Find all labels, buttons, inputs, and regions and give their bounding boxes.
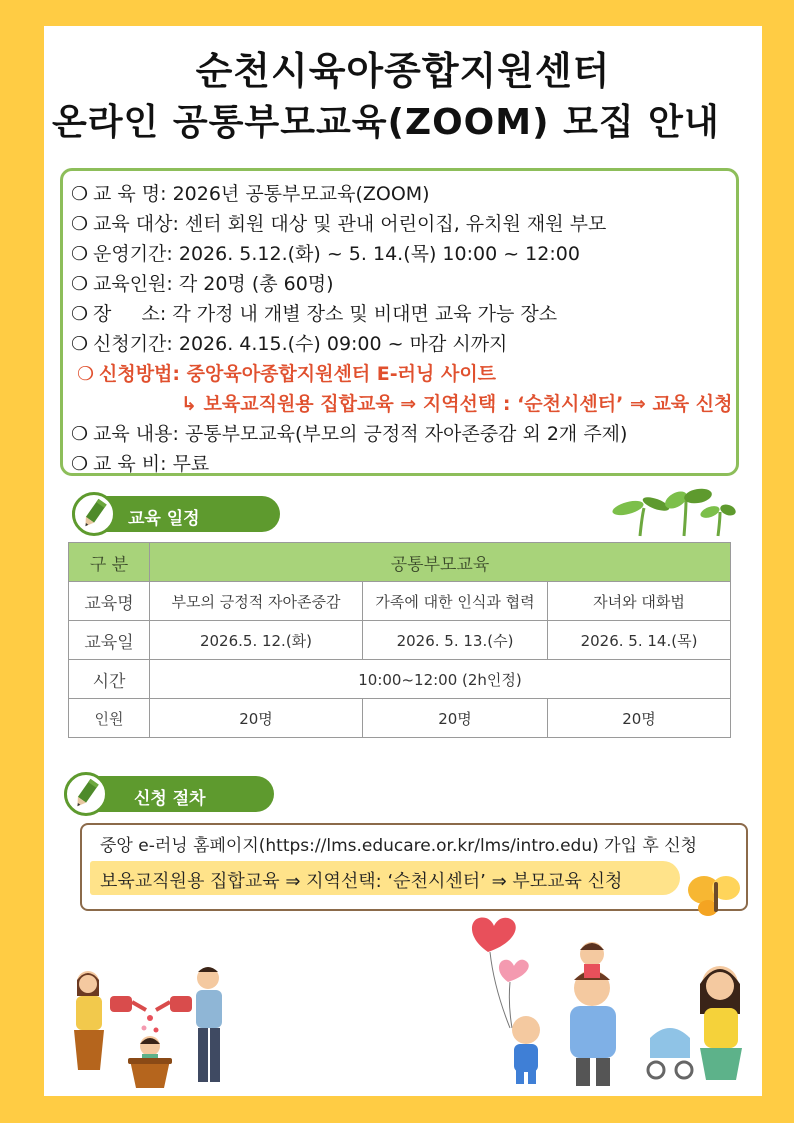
info-row-name <box>71 179 430 206</box>
parents-watering-illustration <box>58 966 244 1090</box>
table-cell: 20명 <box>150 699 363 738</box>
butterfly-icon <box>684 868 748 924</box>
table-cell: 20명 <box>363 699 548 738</box>
page-title: 순천시육아종합지원센터 <box>195 49 611 93</box>
table-cell: 2026. 5. 13.(수) <box>363 621 548 660</box>
family-illustration <box>500 918 750 1088</box>
bullet-icon: ❍ <box>71 333 89 355</box>
info-row-content <box>71 419 627 446</box>
info-row-apply-steps: ↳ 보육교직원용 집합교육 ⇒ 지역선택 : ‘순천시센터’ ⇒ 교육 신청 <box>181 393 733 415</box>
pencil-icon <box>72 492 116 536</box>
info-text: 교 육 명: 2026년 공통부모교육(ZOOM) <box>93 183 430 205</box>
table-cell: 부모의 긍정적 자아존중감 <box>150 582 363 621</box>
info-text: 교육 대상: 센터 회원 대상 및 관내 어린이집, 유치원 재원 부모 <box>93 213 607 235</box>
info-row-period <box>71 239 580 266</box>
procedure-section-header <box>64 776 274 812</box>
table-cell: 가족에 대한 인식과 협력 <box>363 582 548 621</box>
info-text: 교육 내용: 공통부모교육(부모의 긍정적 자아존중감 외 2개 주제) <box>93 423 628 445</box>
info-text: 신청기간: 2026. 4.15.(수) 09:00 ~ 마감 시까지 <box>93 333 508 355</box>
table-header-cell: 공통부모교육 <box>150 543 731 582</box>
table-cell: 2026. 5. 14.(목) <box>548 621 731 660</box>
bullet-icon: ❍ <box>71 423 89 445</box>
table-cell: 2026.5. 12.(화) <box>150 621 363 660</box>
procedure-box <box>80 823 748 911</box>
table-header-row <box>69 543 731 582</box>
info-row-capacity <box>71 269 334 296</box>
row-label: 교육명 <box>69 582 150 621</box>
bullet-icon: ❍ <box>71 453 89 475</box>
bullet-icon: ❍ <box>71 183 89 205</box>
info-text: 교육인원: 각 20명 (총 60명) <box>93 273 334 295</box>
table-row <box>69 699 731 738</box>
info-box <box>60 168 739 476</box>
pencil-icon <box>64 772 108 816</box>
table-row <box>69 621 731 660</box>
sprout-icon <box>610 486 736 538</box>
row-label: 시간 <box>69 660 150 699</box>
info-row-apply-method <box>77 359 496 386</box>
info-text: 운영기간: 2026. 5.12.(화) ~ 5. 14.(목) 10:00 ~ 12:00 <box>93 243 580 265</box>
procedure-line-steps: 보육교직원용 집합교육 ⇒ 지역선택: ‘순천시센터’ ⇒ 부모교육 신청 <box>100 871 623 892</box>
table-row <box>69 582 731 621</box>
schedule-table <box>68 542 731 738</box>
procedure-section-label: 신청 절차 <box>134 789 206 809</box>
table-cell: 자녀와 대화법 <box>548 582 731 621</box>
table-row <box>69 660 731 699</box>
bullet-icon: ❍ <box>77 363 95 385</box>
bullet-icon: ❍ <box>71 213 89 235</box>
info-row-place <box>71 299 557 326</box>
table-cell: 20명 <box>548 699 731 738</box>
schedule-section-label: 교육 일정 <box>128 509 200 529</box>
bullet-icon: ❍ <box>71 303 89 325</box>
info-text: 교 육 비: 무료 <box>93 453 210 475</box>
info-row-apply-period <box>71 329 507 356</box>
page-subtitle: 온라인 공통부모교육(ZOOM) 모집 안내 <box>52 102 720 143</box>
bullet-icon: ❍ <box>71 273 89 295</box>
schedule-section-header <box>72 496 280 532</box>
info-row-target <box>71 209 606 236</box>
table-cell: 10:00~12:00 (2h인정) <box>150 660 731 699</box>
row-label: 교육일 <box>69 621 150 660</box>
row-label: 인원 <box>69 699 150 738</box>
table-header-cell: 구 분 <box>69 543 150 582</box>
bullet-icon: ❍ <box>71 243 89 265</box>
flyer-page <box>44 26 762 1096</box>
info-text: 신청방법: 중앙육아종합지원센터 E-러닝 사이트 <box>99 363 497 385</box>
info-row-fee <box>71 449 209 476</box>
procedure-line-signup: 중앙 e-러닝 홈페이지(https://lms.educare.or.kr/lms/intro.edu) 가입 후 신청 <box>100 836 698 856</box>
info-text: 장 소: 각 가정 내 개별 장소 및 비대면 교육 가능 장소 <box>93 303 558 325</box>
